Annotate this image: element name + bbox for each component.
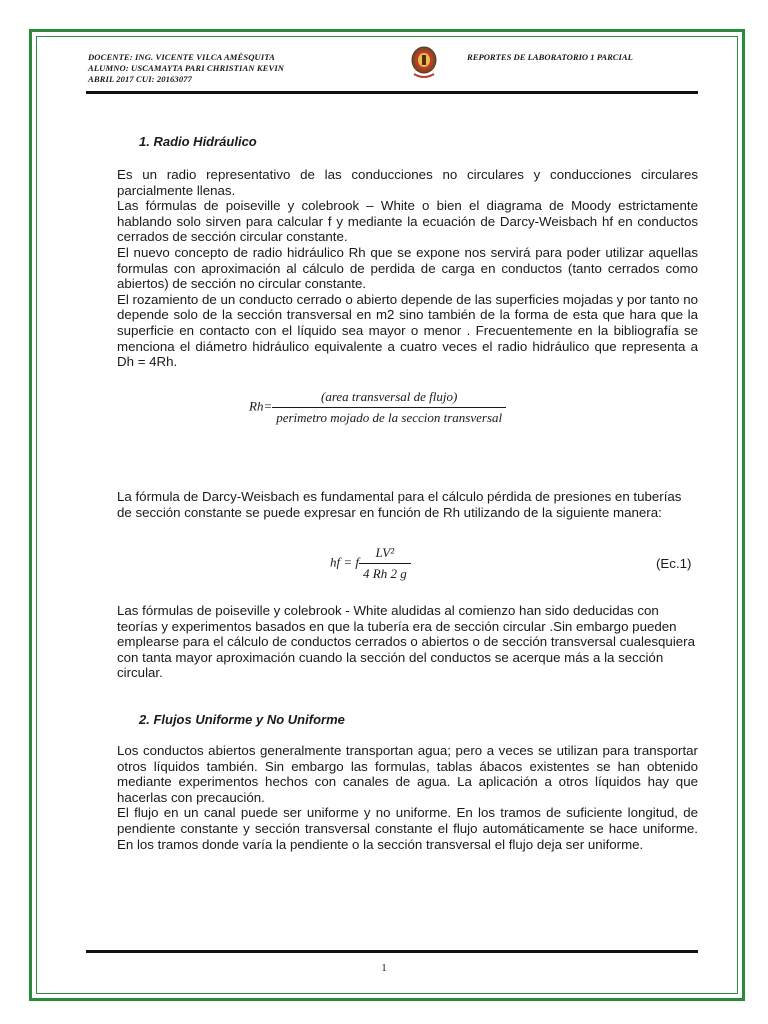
formula1-lhs: Rh=	[249, 398, 273, 414]
section1-heading: 1. Radio Hidráulico	[139, 134, 257, 149]
formula2-lhs: hf = f	[330, 554, 359, 570]
formula2-fraction	[359, 545, 411, 582]
header-fecha: ABRIL 2017 CUI: 20163077	[88, 74, 193, 84]
section1-paragraph: El rozamiento de un conducto cerrado o abierto depende de las superficies mojadas y por tanto no depende solo de la sección transversal en m2 sino también de la forma de esta que hara que la superficie en contacto con el líquido sea mayor o menor . Frecuentemente en la bibliografía se menciona el diámetro hidráulico equivalente a cuatro veces el radio hidráulico que representa a Dh = 4Rh.	[117, 291, 698, 370]
formula2-numerator: LV²	[359, 545, 411, 564]
section1-paragraph: El nuevo concepto de radio hidráulico Rh que se expone nos servirá para poder utilizar aquellas formulas con aproximación al cálculo de perdida de carga en conductos (tanto cerrados como abiertos) de sección no circular constante.	[117, 244, 698, 292]
section2-paragraph: Los conductos abiertos generalmente transportan agua; pero a veces se utilizan para transportar otros líquidos también. Sin embargo las formulas, tablas ábacos existentes se han obtenido mediante experimentos hechos con canales de agua. La aplicación a otros líquidos hay que hacerlas con precaución.	[117, 743, 698, 805]
header-info	[88, 52, 284, 85]
formula-radio-hidraulico	[249, 389, 506, 426]
formula2-denominator: 4 Rh 2 g	[363, 566, 407, 581]
section2-body	[117, 743, 698, 852]
header-rule	[86, 91, 698, 94]
header-title: REPORTES DE LABORATORIO 1 PARCIAL	[467, 52, 633, 62]
section1-paragraph: Las fórmulas de poiseville y colebrook – White o bien el diagrama de Moody estrictamente hablando solo sirven para calcular f y mediante la ecuación de Darcy-Weisbach hf en conductos cerrados de sección circular constante.	[117, 198, 698, 245]
section2-heading: 2. Flujos Uniforme y No Uniforme	[139, 712, 345, 727]
equation-label: (Ec.1)	[656, 556, 692, 571]
footer-rule	[86, 950, 698, 953]
university-seal-icon	[411, 42, 437, 82]
formula1-denominator: perimetro mojado de la seccion transversal	[276, 410, 503, 425]
section1-body	[117, 167, 698, 370]
formula1-fraction	[272, 389, 506, 426]
header-docente: DOCENTE: ING. VICENTE VILCA AMÉSQUITA	[88, 52, 275, 62]
formula-darcy-weisbach	[330, 545, 411, 582]
formula1-numerator: (area transversal de flujo)	[272, 389, 506, 408]
page-number: 1	[381, 962, 387, 974]
header-alumno: ALUMNO: USCAMAYTA PARI CHRISTIAN KEVIN	[88, 63, 285, 73]
section1-paragraph: Es un radio representativo de las conducciones no circulares y conducciones circulares parcialmente llenas.	[117, 167, 698, 198]
section1-paragraph-final: Las fórmulas de poiseville y colebrook - White aludidas al comienzo han sido deducidas con teorías y experimentos basados en que la tubería era de sección circular .Sin embargo pueden emplearse para el cálculo de conductos cerrados o abiertos o de sección transversal cualesquiera con tanta mayor aproximación cuando la sección del conductos se acerque más a la sección circular.	[117, 603, 695, 681]
section1-paragraph-darcy: La fórmula de Darcy-Weisbach es fundamental para el cálculo pérdida de presiones en tuberías de sección constante se puede expresar en función de Rh utilizando de la siguiente manera:	[117, 489, 682, 520]
section2-paragraph: El flujo en un canal puede ser uniforme y no uniforme. En los tramos de suficiente longitud, de pendiente constante y sección transversal constante el flujo automáticamente se hace uniforme. En los tramos donde varía la pendiente o la sección transversal el flujo deja ser uniforme.	[117, 805, 698, 852]
